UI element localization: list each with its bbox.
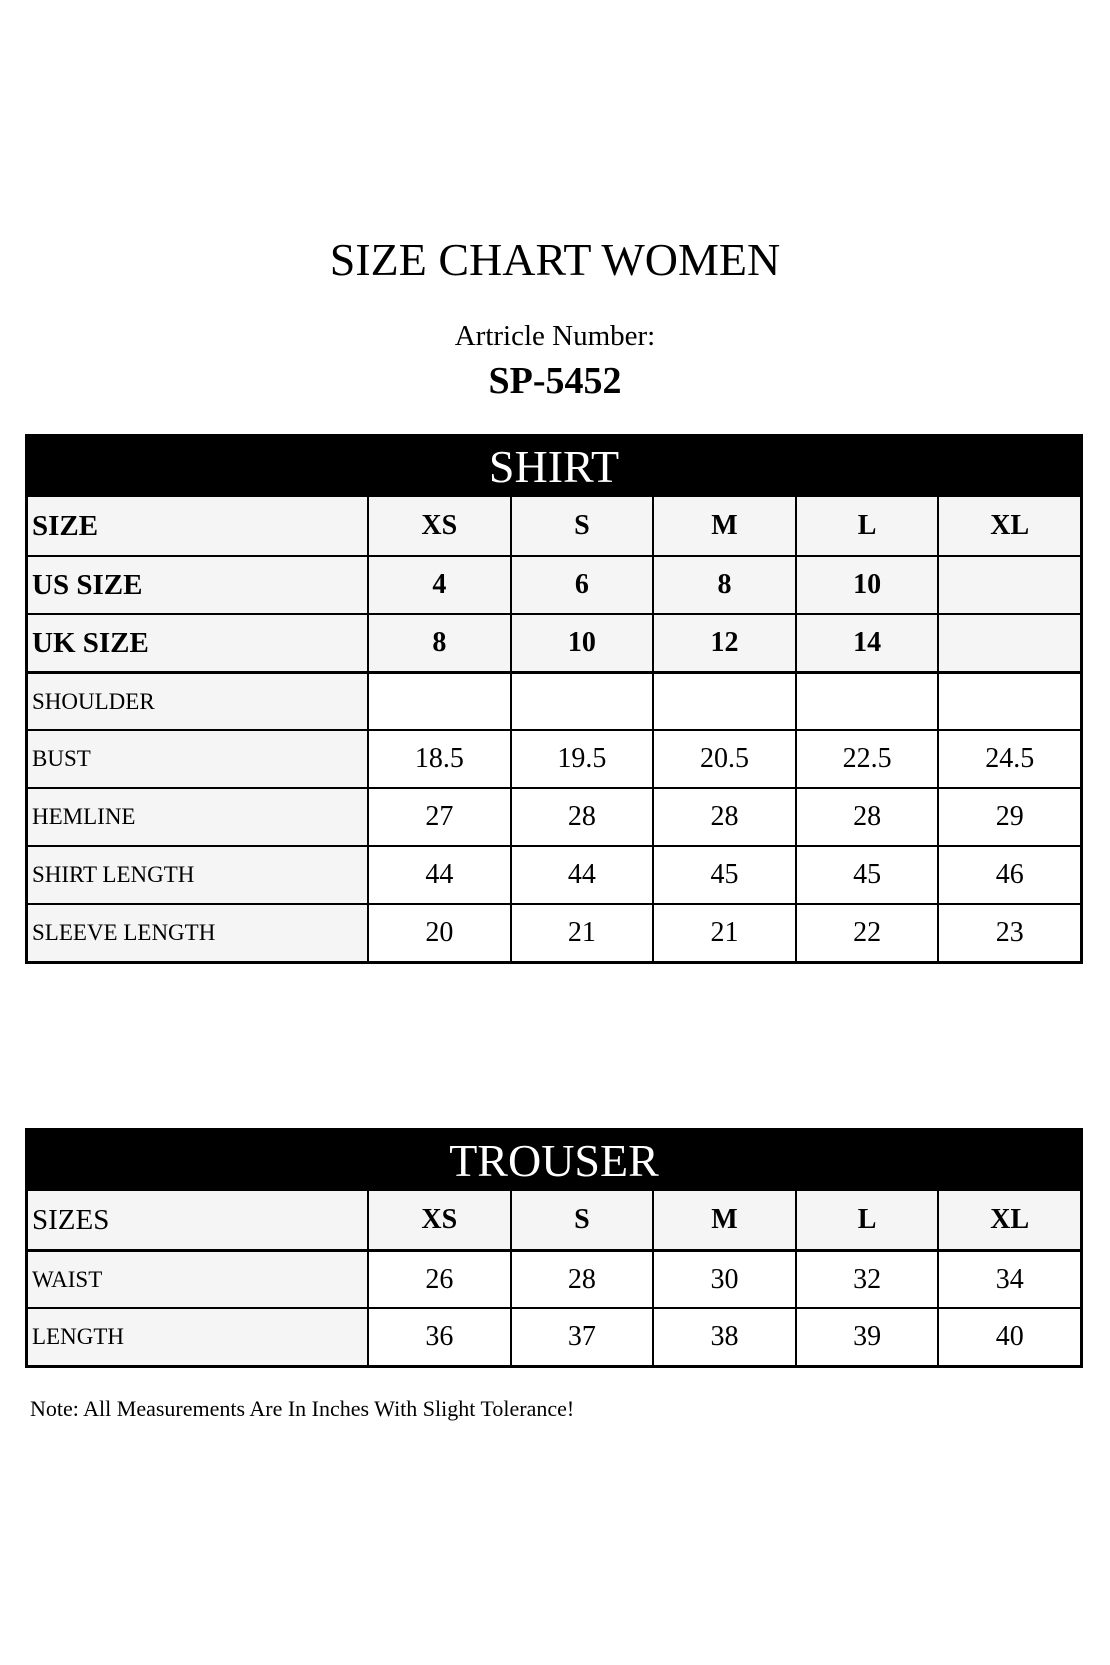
table-cell: 38	[652, 1309, 795, 1365]
table-cell: 28	[510, 789, 653, 845]
row-label: SLEEVE LENGTH	[28, 905, 367, 961]
shirt-header-row	[28, 497, 1080, 555]
table-row	[28, 555, 1080, 613]
table-cell: 8	[367, 615, 510, 671]
trouser-table-body	[28, 1191, 1080, 1365]
table-cell: 20	[367, 905, 510, 961]
row-label: SIZES	[28, 1191, 367, 1249]
table-cell: 44	[510, 847, 653, 903]
table-cell: 22.5	[795, 731, 938, 787]
table-cell: 32	[795, 1252, 938, 1307]
table-cell: 18.5	[367, 731, 510, 787]
table-cell: 4	[367, 557, 510, 613]
table-row	[28, 903, 1080, 961]
table-cell	[795, 674, 938, 729]
measurement-note: Note: All Measurements Are In Inches With Slight Tolerance!	[30, 1396, 575, 1421]
row-label: SHOULDER	[28, 674, 367, 729]
table-cell	[652, 674, 795, 729]
trouser-size-table	[25, 1128, 1083, 1368]
table-cell: 12	[652, 615, 795, 671]
table-cell: 40	[937, 1309, 1080, 1365]
table-cell: 29	[937, 789, 1080, 845]
table-cell: 20.5	[652, 731, 795, 787]
page-title: SIZE CHART WOMEN	[329, 234, 781, 285]
column-header: M	[652, 497, 795, 555]
column-header: L	[795, 1191, 938, 1249]
column-header: S	[510, 1191, 653, 1249]
table-cell: 45	[652, 847, 795, 903]
column-header: XL	[937, 1191, 1080, 1249]
article-number: SP-5452	[488, 360, 622, 402]
row-label: LENGTH	[28, 1309, 367, 1365]
table-cell: 30	[652, 1252, 795, 1307]
table-cell: 22	[795, 905, 938, 961]
table-cell: 44	[367, 847, 510, 903]
table-cell: 23	[937, 905, 1080, 961]
table-cell: 28	[652, 789, 795, 845]
table-cell: 37	[510, 1309, 653, 1365]
table-cell: 14	[795, 615, 938, 671]
table-cell	[937, 615, 1080, 671]
table-cell	[937, 674, 1080, 729]
table-cell: 10	[510, 615, 653, 671]
table-cell: 24.5	[937, 731, 1080, 787]
table-row	[28, 845, 1080, 903]
row-label: US SIZE	[28, 557, 367, 613]
row-label: HEMLINE	[28, 789, 367, 845]
column-header: XS	[367, 1191, 510, 1249]
table-cell: 46	[937, 847, 1080, 903]
table-cell	[367, 674, 510, 729]
table-cell: 21	[652, 905, 795, 961]
table-cell	[937, 557, 1080, 613]
table-cell: 39	[795, 1309, 938, 1365]
table-cell: 26	[367, 1252, 510, 1307]
column-header: L	[795, 497, 938, 555]
column-header: XL	[937, 497, 1080, 555]
table-cell: 28	[510, 1252, 653, 1307]
table-cell: 21	[510, 905, 653, 961]
table-row	[28, 613, 1080, 671]
table-row	[28, 671, 1080, 729]
table-row	[28, 1249, 1080, 1307]
column-header: M	[652, 1191, 795, 1249]
row-label: UK SIZE	[28, 615, 367, 671]
table-cell: 45	[795, 847, 938, 903]
table-cell: 36	[367, 1309, 510, 1365]
row-label: SHIRT LENGTH	[28, 847, 367, 903]
shirt-table-heading: SHIRT	[28, 437, 1080, 497]
column-header: XS	[367, 497, 510, 555]
table-cell: 8	[652, 557, 795, 613]
table-row	[28, 787, 1080, 845]
row-label: BUST	[28, 731, 367, 787]
row-label: SIZE	[28, 497, 367, 555]
table-cell: 34	[937, 1252, 1080, 1307]
shirt-table-body	[28, 497, 1080, 961]
trouser-header-row	[28, 1191, 1080, 1249]
table-cell: 6	[510, 557, 653, 613]
table-row	[28, 729, 1080, 787]
row-label: WAIST	[28, 1252, 367, 1307]
table-cell	[510, 674, 653, 729]
article-number-label: Artricle Number:	[454, 320, 656, 352]
shirt-size-table	[25, 434, 1083, 964]
table-cell: 19.5	[510, 731, 653, 787]
table-cell: 10	[795, 557, 938, 613]
column-header: S	[510, 497, 653, 555]
table-cell: 28	[795, 789, 938, 845]
trouser-table-heading: TROUSER	[28, 1131, 1080, 1191]
table-row	[28, 1307, 1080, 1365]
table-cell: 27	[367, 789, 510, 845]
